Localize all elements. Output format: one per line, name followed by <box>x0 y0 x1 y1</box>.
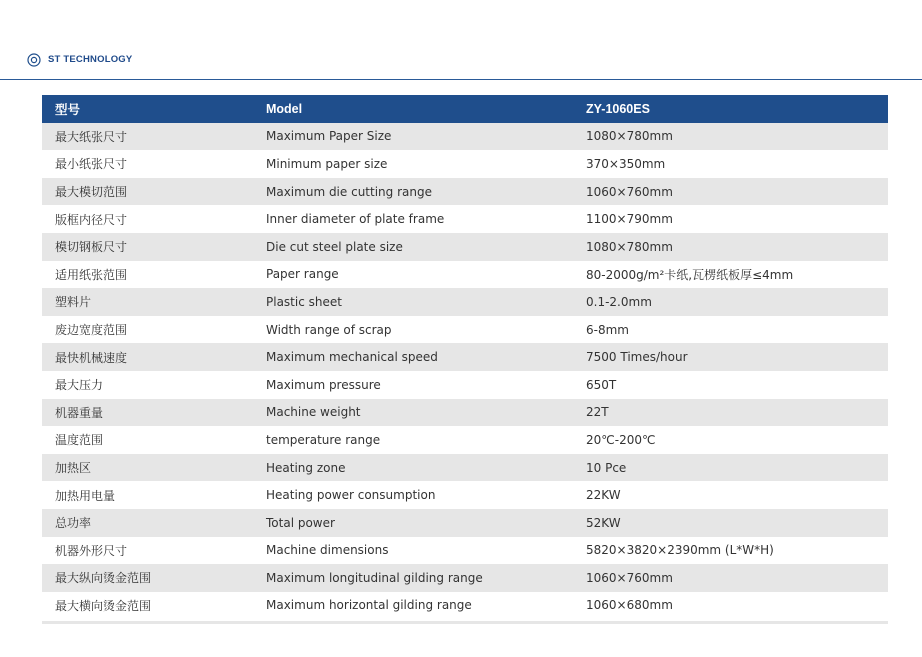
table-row <box>42 454 888 482</box>
spec-value-cell: 10 Pce <box>586 460 627 475</box>
spec-name-cn-cell: 最大纸张尺寸 <box>55 129 128 144</box>
spec-name-cn-cell: 最大横向烫金范围 <box>55 598 152 613</box>
brand <box>27 53 132 67</box>
spec-name-en-cell: Minimum paper size <box>266 156 388 171</box>
spec-name-cn-cell: 最大纵向烫金范围 <box>55 571 152 586</box>
table-bottom-border <box>42 621 888 624</box>
table-row <box>42 481 888 509</box>
table-row <box>42 399 888 427</box>
table-header-row <box>42 95 888 123</box>
table-row <box>42 261 888 289</box>
spec-name-en-cell: Heating power consumption <box>266 488 436 503</box>
column-header-model: Model <box>266 101 303 116</box>
spec-value-cell: 1060×760mm <box>586 570 673 585</box>
spec-value-cell: 5820×3820×2390mm (L*W*H) <box>586 543 774 558</box>
table-row <box>42 233 888 261</box>
table-row <box>42 150 888 178</box>
spec-name-cn-cell: 最小纸张尺寸 <box>55 157 128 172</box>
spec-value-cell: 1060×760mm <box>586 184 673 199</box>
spec-name-cn-cell: 适用纸张范围 <box>55 267 128 282</box>
table-row <box>42 564 888 592</box>
spec-name-en-cell: Inner diameter of plate frame <box>266 212 445 227</box>
spec-name-en-cell: Heating zone <box>266 460 346 475</box>
spec-name-en-cell: Machine weight <box>266 405 361 420</box>
spec-name-en-cell: Maximum horizontal gilding range <box>266 598 472 613</box>
spec-table <box>42 95 888 619</box>
spec-value-cell: 0.1-2.0mm <box>586 294 652 309</box>
spec-name-en-cell: Maximum pressure <box>266 377 381 392</box>
spec-name-cn-cell: 机器外形尺寸 <box>55 543 128 558</box>
spec-name-cn-cell: 加热用电量 <box>55 488 116 503</box>
spec-name-en-cell: Die cut steel plate size <box>266 239 403 254</box>
spec-name-cn-cell: 最大压力 <box>55 378 104 393</box>
spec-name-en-cell: Maximum mechanical speed <box>266 350 438 365</box>
spec-name-en-cell: Maximum Paper Size <box>266 129 392 144</box>
spec-name-en-cell: Plastic sheet <box>266 294 342 309</box>
table-row <box>42 509 888 537</box>
spec-value-cell: 1060×680mm <box>586 598 673 613</box>
spec-value-cell: 1080×780mm <box>586 239 673 254</box>
spec-value-cell: 370×350mm <box>586 156 666 171</box>
spec-value-cell: 650T <box>586 377 617 392</box>
table-row <box>42 123 888 151</box>
brand-name: ST TECHNOLOGY <box>48 54 133 65</box>
spec-name-cn-cell: 温度范围 <box>55 433 104 448</box>
spec-name-cn-cell: 最快机械速度 <box>55 350 128 365</box>
table-row <box>42 288 888 316</box>
spec-name-cn-cell: 总功率 <box>55 516 92 531</box>
spec-name-en-cell: Maximum die cutting range <box>266 184 432 199</box>
ring-logo-icon <box>27 53 41 67</box>
spec-name-cn-cell: 机器重量 <box>55 405 104 420</box>
spec-name-en-cell: Maximum longitudinal gilding range <box>266 570 483 585</box>
spec-name-en-cell: Total power <box>266 515 335 530</box>
spec-name-cn-cell: 模切钢板尺寸 <box>55 240 128 255</box>
table-row <box>42 592 888 620</box>
spec-name-en-cell: Paper range <box>266 267 339 282</box>
spec-name-en-cell: temperature range <box>266 432 381 447</box>
spec-name-cn-cell: 版框内径尺寸 <box>55 212 128 227</box>
spec-name-en-cell: Width range of scrap <box>266 322 392 337</box>
spec-name-cn-cell: 最大模切范围 <box>55 185 128 200</box>
table-row <box>42 205 888 233</box>
table-body <box>42 123 888 620</box>
table-row <box>42 178 888 206</box>
spec-value-cell: 80-2000g/m²卡纸,瓦楞纸板厚≤4mm <box>586 267 794 282</box>
page-header <box>0 0 922 80</box>
spec-value-cell: 22KW <box>586 488 621 503</box>
spec-name-cn-cell: 加热区 <box>55 461 92 476</box>
spec-name-cn-cell: 塑料片 <box>55 295 92 310</box>
spec-value-cell: 1080×780mm <box>586 129 673 144</box>
table-row <box>42 343 888 371</box>
table-row <box>42 316 888 344</box>
spec-value-cell: 7500 Times/hour <box>586 350 688 365</box>
spec-name-en-cell: Machine dimensions <box>266 543 389 558</box>
spec-name-cn-cell: 废边宽度范围 <box>55 323 128 338</box>
spec-value-cell: 6-8mm <box>586 322 629 337</box>
table-row <box>42 371 888 399</box>
table-row <box>42 537 888 565</box>
column-header-model-cn: 型号 <box>55 102 81 117</box>
spec-value-cell: 52KW <box>586 515 621 530</box>
spec-value-cell: 20℃-200℃ <box>586 432 656 447</box>
spec-value-cell: 22T <box>586 405 609 420</box>
spec-value-cell: 1100×790mm <box>586 212 673 227</box>
table-row <box>42 426 888 454</box>
column-header-model-number: ZY-1060ES <box>586 101 650 116</box>
